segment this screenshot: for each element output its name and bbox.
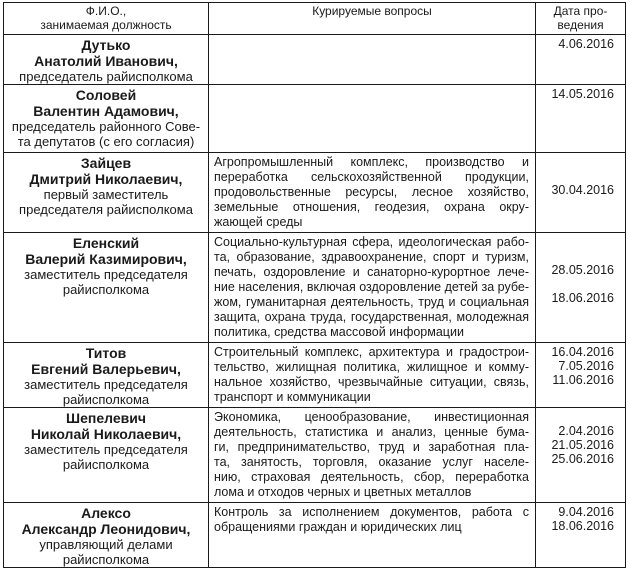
header-date: Дата про- ведения — [536, 3, 626, 35]
topic-line: лома и отходов черных и цветных металлов — [214, 485, 472, 499]
table-row — [4, 153, 626, 233]
topic-line: жом, гуманитарная деятельность, труд и социальная — [214, 295, 529, 309]
date-value — [538, 249, 614, 263]
topic-line: Контроль за исполнением документов, работа с — [214, 505, 529, 519]
topic-line: Социально-культурная сфера, идеологическая рабо- — [214, 235, 529, 249]
table-row — [4, 503, 626, 568]
table-row — [4, 343, 626, 408]
date-value — [538, 410, 614, 424]
header-name-position: Ф.И.О., занимаемая должность — [4, 3, 209, 35]
date-value: 4.06.2016 — [558, 37, 614, 51]
topic-line: ги, предпринимательство, труд и заработная пла- — [214, 440, 529, 454]
topic-line: печать, оздоровление и санаторно-курортное лече- — [214, 265, 529, 279]
official-position: заместитель председателя — [24, 442, 188, 457]
official-position: райисполкома — [62, 282, 150, 297]
date-value: 28.05.2016 — [551, 263, 614, 277]
official-name: Зайцев — [80, 155, 132, 171]
official-position: райисполкома — [62, 392, 150, 407]
official-name: Дмитрий Николаевич, — [29, 171, 183, 187]
official-position: председатель райисполкома — [19, 69, 193, 84]
official-cell — [4, 343, 209, 408]
topic-line: нальное хозяйство, чрезвычайные ситуации, связь, — [214, 375, 529, 389]
schedule-table — [3, 2, 626, 568]
official-position: управляющий делами — [39, 537, 173, 552]
topics-cell — [209, 503, 536, 568]
official-cell — [4, 408, 209, 503]
date-value: 16.04.2016 — [551, 345, 614, 359]
topics-cell — [209, 85, 536, 153]
topic-line: та, образование, здравоохранение, спорт и туризм, — [214, 250, 529, 264]
date-value — [538, 169, 614, 183]
topic-line: жающей среды — [214, 215, 303, 229]
date-value: 14.05.2016 — [551, 87, 614, 101]
date-value: 21.05.2016 — [551, 438, 614, 452]
date-cell — [536, 153, 626, 233]
topics-cell — [209, 408, 536, 503]
header-topics: Курируемые вопросы — [209, 3, 536, 35]
date-value — [538, 235, 614, 249]
official-cell — [4, 85, 209, 153]
topic-line: Строительный комплекс, архитектура и градострои- — [214, 345, 529, 359]
official-name: Титов — [85, 345, 127, 361]
date-value: 7.05.2016 — [558, 359, 614, 373]
date-value: 9.04.2016 — [558, 505, 614, 519]
official-position: первый заместитель — [43, 187, 169, 202]
official-name: Александр Леонидович, — [21, 521, 191, 537]
official-name: Еленский — [72, 235, 140, 251]
official-position: райисполкома — [62, 552, 150, 567]
official-name: Анатолий Иванович, — [34, 53, 178, 69]
topic-line: защита, охрана труда, государственная, молодежная — [214, 310, 529, 324]
official-name: Шепелевич — [66, 410, 146, 426]
table-row — [4, 233, 626, 343]
topic-line: Экономика, ценообразование, инвестиционная — [214, 410, 529, 424]
official-name: Евгений Валерьевич, — [31, 361, 181, 377]
topic-line: переработка сельскохозяйственной продукции, — [214, 170, 529, 184]
topic-line: нию, страховая деятельность, сбор, переработка — [214, 470, 529, 484]
topics-cell — [209, 233, 536, 343]
date-cell — [536, 233, 626, 343]
topic-line: политика, средства массовой информации — [214, 325, 464, 339]
official-position: председатель районного Сове- — [11, 119, 201, 134]
topics-cell — [209, 153, 536, 233]
topic-line: обращениями граждан и юридических лиц — [214, 520, 462, 534]
official-name: Дутько — [81, 37, 131, 53]
date-value: 18.06.2016 — [551, 291, 614, 305]
topic-line: тельство, жилищная политика, жилищное и комму- — [214, 360, 529, 374]
official-position: та депутатов (с его согласия) — [17, 134, 195, 149]
header-row — [4, 3, 626, 35]
topics-cell — [209, 343, 536, 408]
topic-line: та, занятость, торговля, оказание услуг населе- — [214, 455, 529, 469]
official-position: райисполкома — [62, 457, 150, 472]
official-name: Николай Николаевич, — [30, 426, 182, 442]
official-name: Алексо — [81, 505, 131, 521]
topic-line: Агропромышленный комплекс, производство и — [214, 155, 529, 169]
official-name: Валерий Казимирович, — [25, 251, 187, 267]
official-cell — [4, 35, 209, 85]
date-cell — [536, 503, 626, 568]
date-cell — [536, 35, 626, 85]
topics-cell — [209, 35, 536, 85]
topic-line: продовольственные ресурсы, лесное хозяйство, — [214, 185, 529, 199]
table-row — [4, 85, 626, 153]
table-row — [4, 35, 626, 85]
table-row — [4, 408, 626, 503]
topic-line: деятельность, статистика и анализ, ценные бума- — [214, 425, 529, 439]
date-cell — [536, 408, 626, 503]
date-cell — [536, 343, 626, 408]
topic-line: земельные отношения, геодезия, охрана окру- — [214, 200, 529, 214]
official-position: заместитель председателя — [24, 377, 188, 392]
topic-line: ние населения, включая оздоровление детей за рубе- — [214, 280, 529, 294]
official-name: Валентин Адамович, — [33, 103, 179, 119]
official-position: председателя райисполкома — [19, 202, 193, 217]
date-value: 25.06.2016 — [551, 452, 614, 466]
topic-line: транспорт и коммуникации — [214, 390, 371, 404]
date-value: 30.04.2016 — [551, 183, 614, 197]
date-value — [538, 277, 614, 291]
date-value: 2.04.2016 — [558, 424, 614, 438]
date-value: 11.06.2016 — [552, 373, 614, 387]
official-cell — [4, 233, 209, 343]
official-position: заместитель председателя — [24, 267, 188, 282]
official-cell — [4, 503, 209, 568]
date-cell — [536, 85, 626, 153]
official-name: Соловей — [75, 87, 137, 103]
date-value — [538, 155, 614, 169]
official-cell — [4, 153, 209, 233]
date-value: 18.06.2016 — [551, 519, 614, 533]
